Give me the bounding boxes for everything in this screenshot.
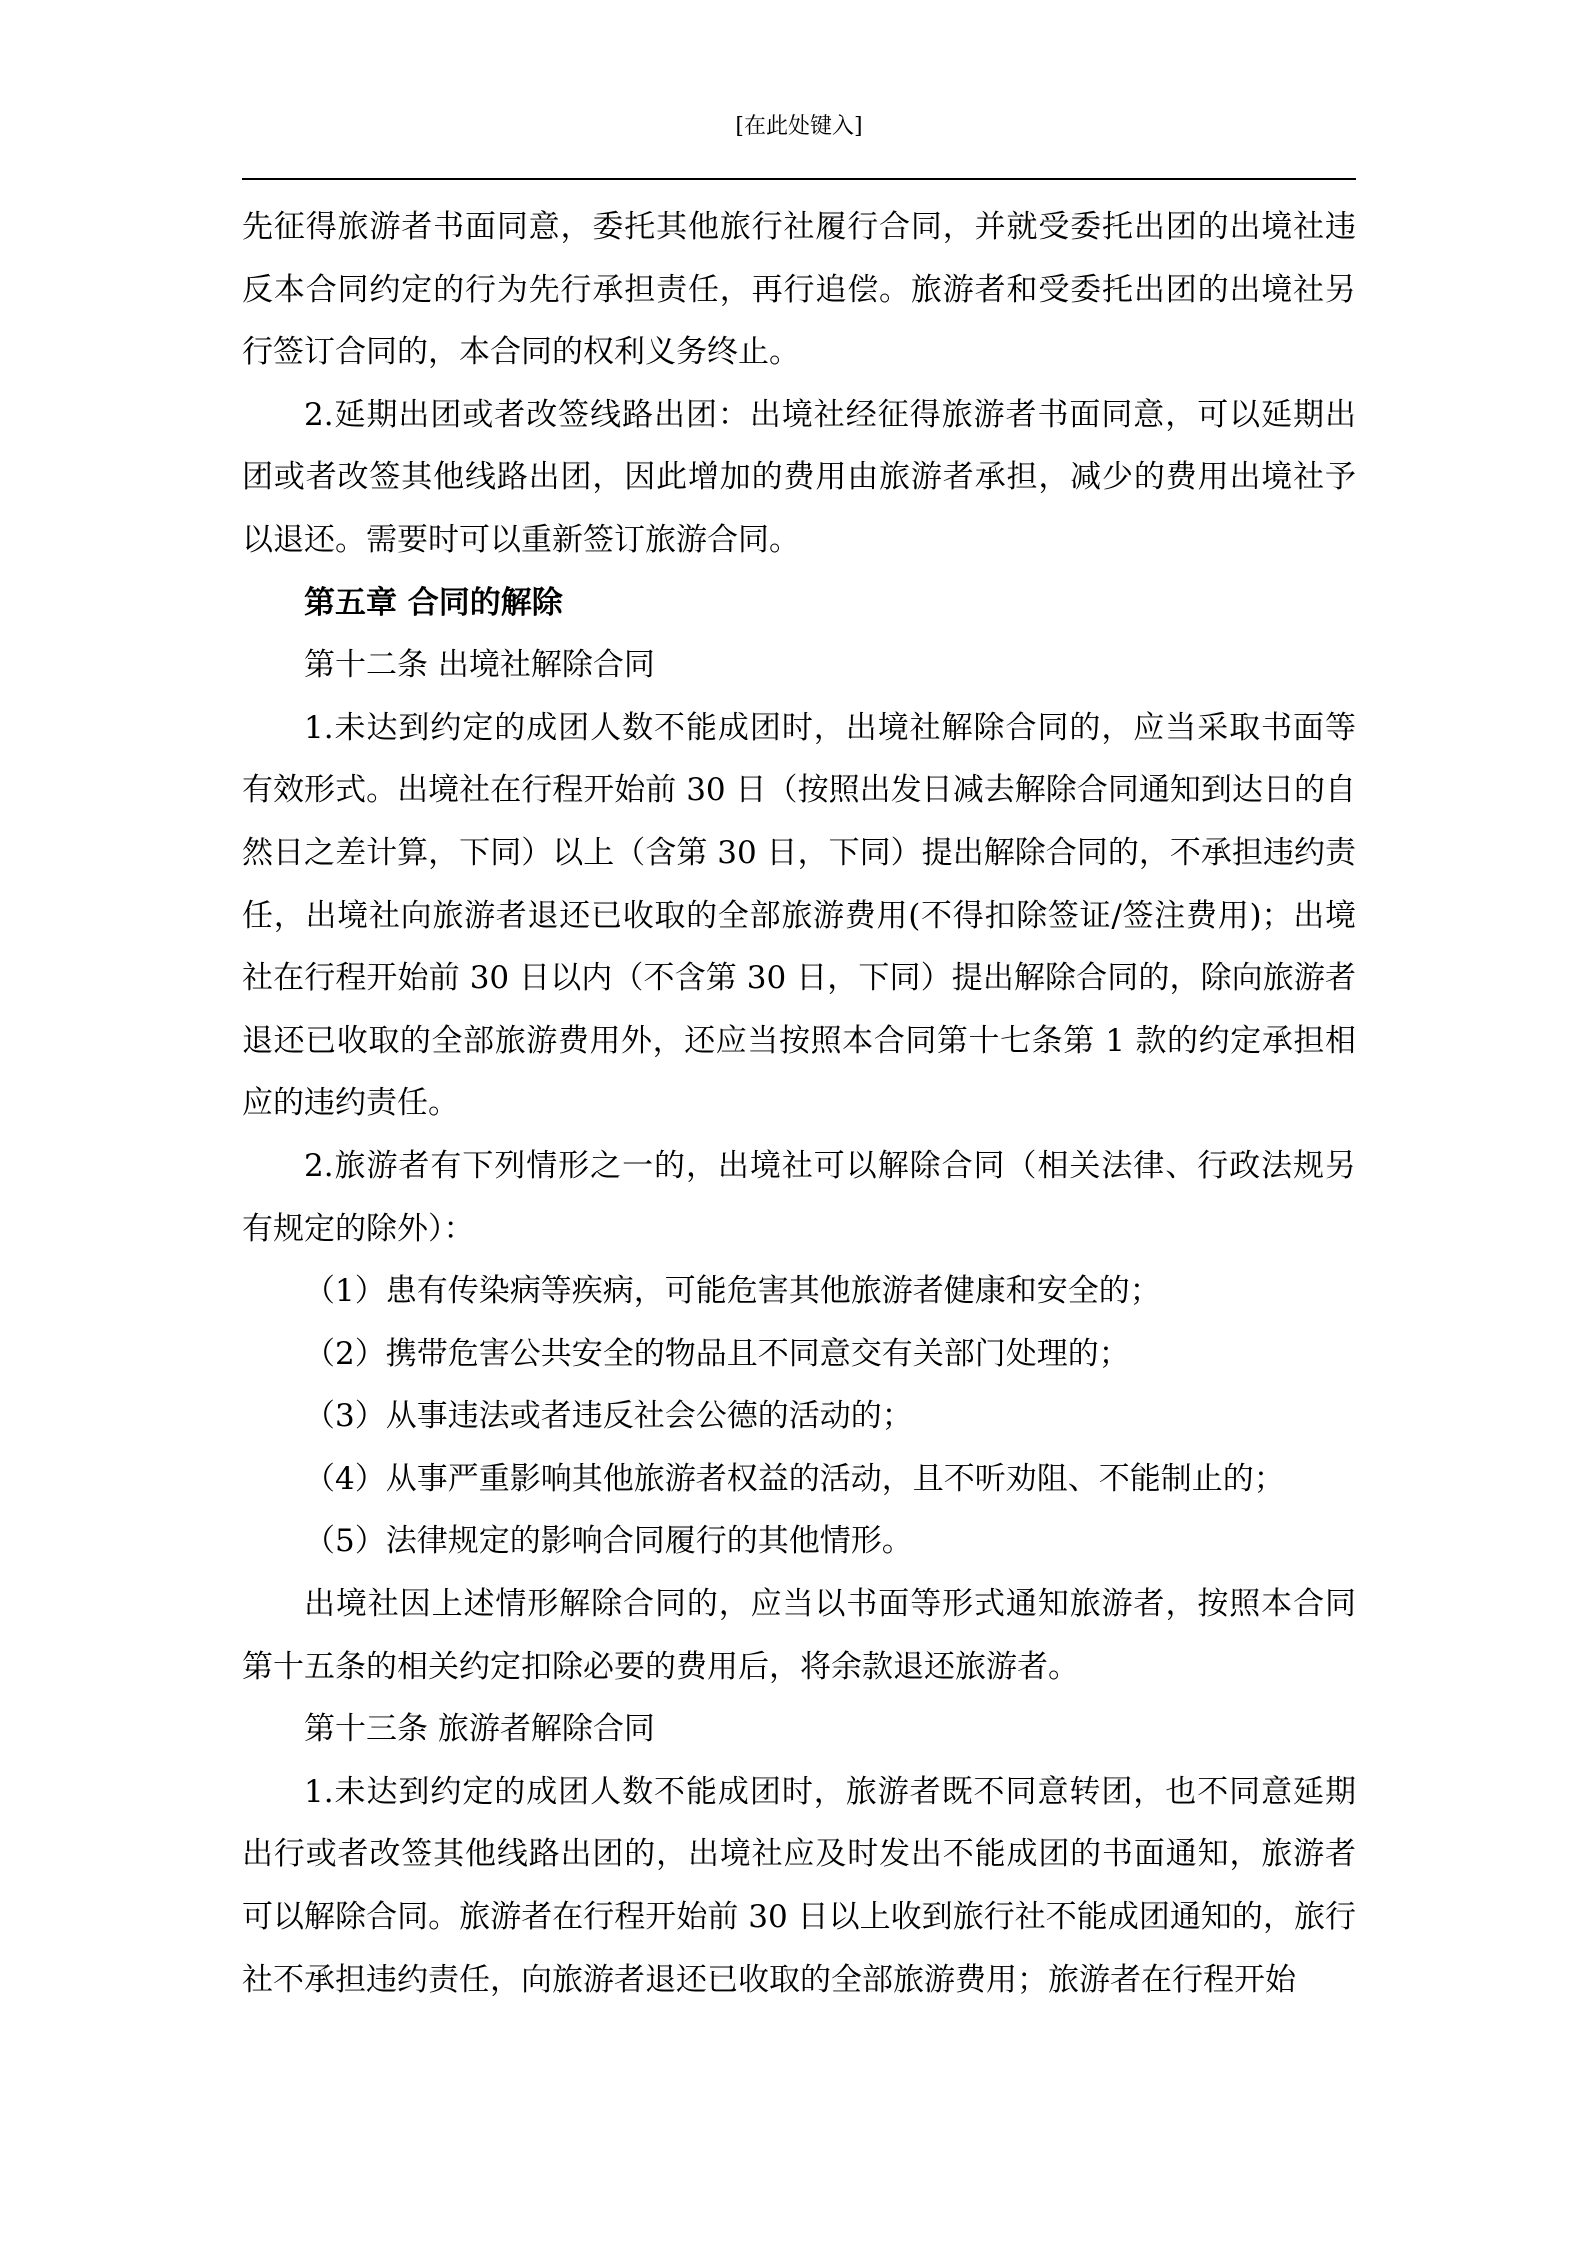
header-divider <box>242 178 1356 180</box>
list-item: （4）从事严重影响其他旅游者权益的活动，且不听劝阻、不能制止的； <box>304 1460 1285 1497</box>
clause-paragraph: 2.延期出团或者改签线路出团：出境社经征得旅游者书面同意，可以延期出团或者改签其他线路出团，因此增加的费用由旅游者承担，减少的费用出境社予以退还。需要时可以重新签订旅游合同。 <box>242 396 1356 558</box>
list-item: （3）从事违法或者违反社会公德的活动的； <box>304 1398 913 1435</box>
list-item: （5）法律规定的影响合同履行的其他情形。 <box>304 1523 913 1560</box>
document-body <box>242 196 1356 2011</box>
clause-paragraph: 出境社因上述情形解除合同的，应当以书面等形式通知旅游者，按照本合同第十五条的相关约定扣除必要的费用后，将余款退还旅游者。 <box>242 1586 1356 1685</box>
list-item: （1）患有传染病等疾病，可能危害其他旅游者健康和安全的； <box>304 1273 1161 1310</box>
clause-paragraph: 2.旅游者有下列情形之一的，出境社可以解除合同（相关法律、行政法规另有规定的除外）： <box>242 1147 1356 1247</box>
list-item: （2）携带危害公共安全的物品且不同意交有关部门处理的； <box>304 1335 1130 1372</box>
page-header: [在此处键入] <box>735 114 863 139</box>
clause-paragraph: 1.未达到约定的成团人数不能成团时，旅游者既不同意转团，也不同意延期出行或者改签其他线路出团的，出境社应及时发出不能成团的书面通知，旅游者可以解除合同。旅游者在行程开始前 30 日以上收到旅行社不能成团通知的，旅行社不承担违约责任，向旅游者退还已收取的全部旅游费用；旅游者在行程开始 <box>242 1773 1356 1998</box>
paragraph-continuation: 先征得旅游者书面同意，委托其他旅行社履行合同，并就受委托出团的出境社违反本合同约定的行为先行承担责任，再行追偿。旅游者和受委托出团的出境社另行签订合同的，本合同的权利义务终止。 <box>242 209 1356 371</box>
article-title: 第十二条 出境社解除合同 <box>304 647 655 684</box>
article-title: 第十三条 旅游者解除合同 <box>304 1711 655 1748</box>
clause-paragraph: 1.未达到约定的成团人数不能成团时，出境社解除合同的，应当采取书面等有效形式。出境社在行程开始前 30 日（按照出发日减去解除合同通知到达日的自然日之差计算，下同）以上（含第 30 日，下同）提出解除合同的，不承担违约责任，出境社向旅游者退还已收取的全部旅游费用(不得扣除签证/签注费用)；出境社在行程开始前 30 日以内（不含第 30 日，下同）提出解除合同的，除向旅游者退还已收取的全部旅游费用外，还应当按照本合同第十七条第 1 款的约定承担相应的违约责任。 <box>242 709 1356 1122</box>
chapter-heading: 第五章 合同的解除 <box>304 584 563 621</box>
